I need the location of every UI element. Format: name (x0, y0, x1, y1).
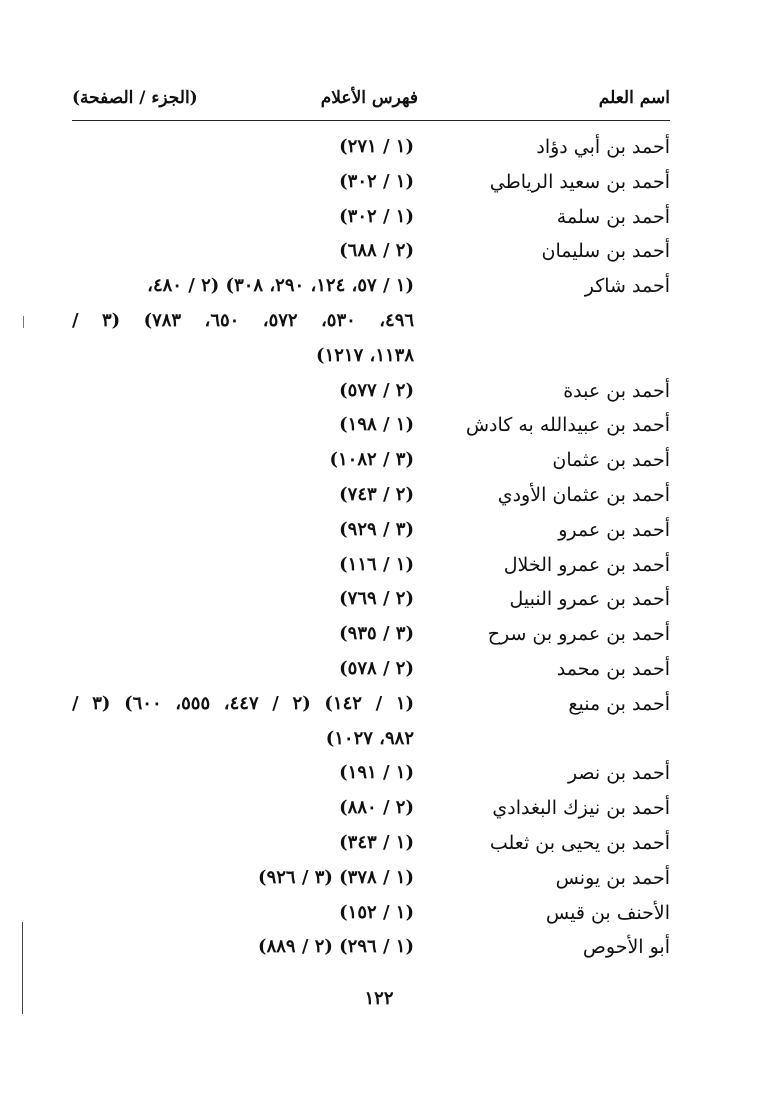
index-entry-row (72, 550, 670, 585)
index-entry-row (72, 654, 670, 689)
entry-name: أحمد بن عبيدالله به كادش (465, 414, 670, 437)
page-number: ١٢٢ (364, 988, 394, 1009)
entry-volume-page-refs: (٢ / ٨٨٠) (339, 797, 414, 819)
index-entry-row (72, 793, 670, 828)
index-entry-row (72, 689, 670, 724)
index-entry-row (72, 341, 670, 376)
entry-volume-page-refs: (١ / ١٥٢) (339, 901, 414, 923)
entry-volume-page-refs: (٢ / ٧٤٣) (339, 483, 414, 505)
entry-volume-page-refs: (٣ / ٩٣٥) (339, 623, 414, 645)
entry-name: أحمد بن عمرو الخلال (503, 553, 670, 576)
entry-volume-page-refs: (١ / ١٩١) (339, 762, 414, 784)
entry-volume-page-refs: (١ / ٣٠٢) (339, 205, 414, 227)
name-column-heading: اسم العلم (598, 88, 670, 108)
entry-name: أحمد بن عمرو النبيل (509, 588, 670, 611)
entry-name: أحمد بن سعيد الرياطي (489, 170, 670, 193)
entry-volume-page-refs: (١ / ١٩٨) (339, 414, 414, 436)
entry-volume-page-refs: (٢ / ٥٧٨) (339, 657, 414, 679)
entry-name: أحمد شاكر (584, 275, 670, 298)
entry-name: أحمد بن يونس (555, 866, 670, 889)
index-entry-row (72, 376, 670, 411)
index-header (72, 88, 670, 121)
index-entry-row (72, 167, 670, 202)
index-entry-row (72, 863, 670, 898)
entry-volume-page-refs: (١ / ١٤٢) (٢ / ٤٤٧، ٥٥٥، ٦٠٠) (٣ / (72, 692, 414, 714)
entry-volume-page-refs: (٢ / ٧٦٩) (339, 588, 414, 610)
entry-volume-page-refs: ٩٨٢، ١٠٢٧) (325, 727, 414, 749)
entry-volume-page-refs: (٣ / ٩٢٩) (339, 518, 414, 540)
index-entry-row (72, 445, 670, 480)
entry-name: أحمد بن محمد (556, 657, 670, 680)
index-entry-row (72, 306, 670, 341)
entry-volume-page-refs: (٢ / ٦٨٨) (339, 240, 414, 262)
entry-name: أحمد بن عثمان الأودي (497, 483, 670, 506)
entry-volume-page-refs: (١ / ٥٧، ١٢٤، ٢٩٠، ٣٠٨) (٢ / ٤٨٠، (147, 275, 414, 297)
entry-volume-page-refs: (١ / ٣٠٢) (339, 170, 414, 192)
entry-name: أحمد بن يحيى بن ثعلب (489, 831, 670, 854)
entry-name: أحمد بن سليمان (541, 240, 670, 263)
index-entry-row (72, 724, 670, 759)
entry-volume-page-refs: ١١٣٨، ١٢١٧) (316, 344, 414, 366)
entry-name: أحمد بن منيع (568, 692, 670, 715)
index-entry-row (72, 898, 670, 933)
entry-volume-page-refs: (١ / ٢٧١) (339, 136, 414, 157)
entry-name: أحمد بن عبدة (563, 379, 670, 402)
entry-name: أحمد بن عمرو (558, 518, 670, 541)
index-entry-row (72, 480, 670, 515)
entry-name: أحمد بن أبي دؤاد (536, 136, 670, 158)
index-entry-row (72, 202, 670, 237)
scan-mark (23, 316, 24, 328)
entry-volume-page-refs: (١ / ٢٩٦) (٢ / ٨٨٩) (258, 936, 414, 958)
index-entries (72, 132, 670, 967)
index-entry-row (72, 758, 670, 793)
index-entry-row (72, 236, 670, 271)
entry-volume-page-refs: (١ / ٣٤٣) (339, 831, 414, 853)
index-entry-row (72, 132, 670, 167)
entry-name: الأحنف بن قيس (545, 901, 670, 924)
index-entry-row (72, 828, 670, 863)
index-entry-row (72, 584, 670, 619)
index-entry-row (72, 515, 670, 550)
entry-name: أحمد بن عمرو بن سرح (487, 623, 670, 646)
entry-name: أحمد بن سلمة (556, 205, 670, 228)
entry-volume-page-refs: ٤٩٦، ٥٣٠، ٥٧٢، ٦٥٠، ٧٨٣) (٣ / (72, 309, 414, 331)
entry-volume-page-refs: (٢ / ٥٧٧) (339, 379, 414, 401)
entry-name: أبو الأحوص (582, 936, 670, 959)
entry-name: أحمد بن نصر (567, 762, 670, 785)
entry-name: أحمد بن عثمان (552, 449, 670, 472)
index-entry-row (72, 932, 670, 967)
entry-volume-page-refs: (١ / ٣٧٨) (٣ / ٩٢٦) (258, 866, 414, 888)
pages-column-heading: (الجزء / الصفحة) (72, 88, 198, 108)
scan-edge-line (22, 922, 23, 1014)
entry-name: أحمد بن نيزك البغدادي (492, 797, 670, 820)
index-entry-row (72, 619, 670, 654)
index-entry-row (72, 410, 670, 445)
index-entry-row (72, 271, 670, 306)
entry-volume-page-refs: (١ / ١١٦) (339, 553, 414, 575)
index-title: فهرس الأعلام (320, 88, 418, 108)
entry-volume-page-refs: (٣ / ١٠٨٢) (329, 449, 414, 471)
